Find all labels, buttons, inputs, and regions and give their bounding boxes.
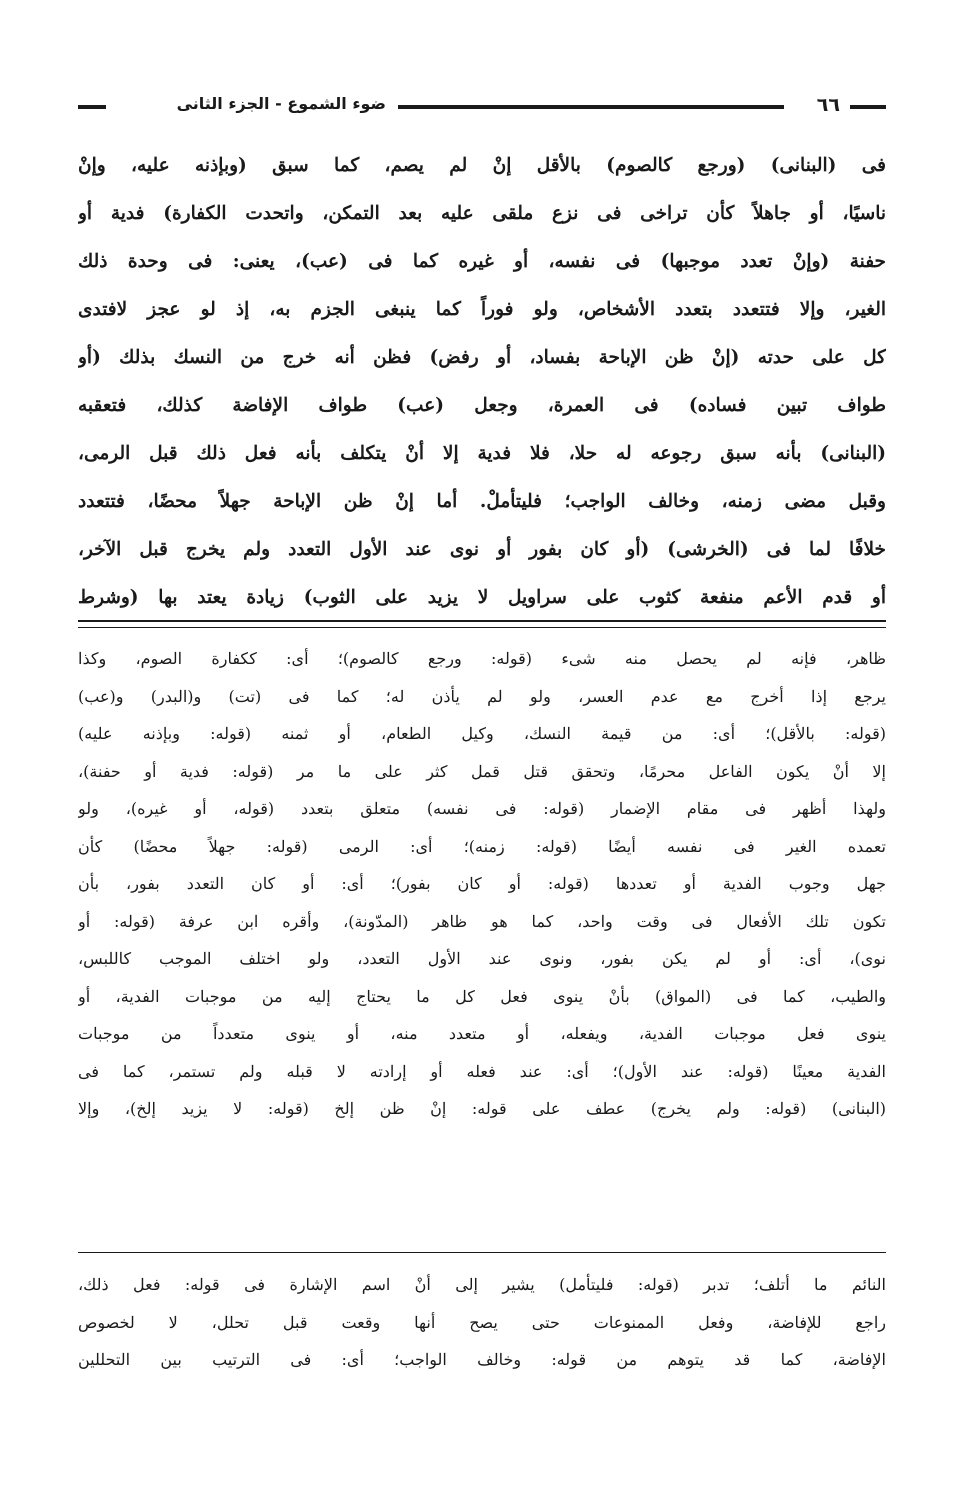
main-text-line: ناسيًا، أو جاهلاً كأن تراخى فى نزع ملقى عليه بعد التمكن، واتحدت الكفارة) فدية أو [78, 203, 886, 224]
main-text-line: الغير، وإلا فتتعدد بتعدد الأشخاص، ولو فوراً كما ينبغى الجزم به، إذ لو عجز لافتدى [78, 299, 886, 320]
main-text-line: خلافًا لما فى (الخرشى) (أو كان بفور أو نوى عند الأول التعدد ولم يخرج قبل الآخر، [78, 539, 886, 560]
book-page [78, 80, 886, 1440]
main-text-line: (البنانى) بأنه سبق رجوعه له حلا، فلا فدية إلا أنْ يتكلف بأنه فعل ذلك قبل الرمى، [78, 443, 886, 464]
footnote-text [78, 1266, 886, 1379]
commentary-text [78, 640, 886, 1128]
commentary-line: ولهذا أظهر فى مقام الإضمار (قوله: فى نفسه) متعلق بتعدد (قوله، أو غيره)، ولو [78, 799, 886, 818]
main-text [78, 142, 886, 622]
commentary-line: والطيب، كما فى (المواق) بأنْ ينوى فعل كل ما يحتاج إليه من موجبات الفدية، أو [78, 986, 886, 1006]
commentary-line: تكون تلك الأفعال فى وقت واحد، كما هو ظاهر (المدّونة)، وأقره ابن عرفة (قوله: أو [78, 911, 886, 931]
commentary-line: ينوى فعل موجبات الفدية، ويفعله، أو متعدد منه، أو ينوى متعدداً من موجبات [78, 1024, 886, 1043]
commentary-line: الفدية معينًا (قوله: عند الأول)؛ أى: عند فعله أو إرادته لا قبله ولم تستمر، كما فى [78, 1061, 886, 1081]
commentary-line: نوى)، أى: أو لم يكن بفور، ونوى عند الأول التعدد، ولو اختلف الموجب كاللبس، [78, 949, 886, 968]
main-text-line: وقبل مضى زمنه، وخالف الواجب؛ فليتأملْ. أما إنْ ظن الإباحة جهلاً محضًا، فتتعدد [78, 491, 886, 512]
main-text-line: كل على حدته (إنْ ظن الإباحة بفساد، أو رفض) فظن أنه خرج من النسك بذلك (أو [78, 347, 886, 368]
footnote-line: النائم ما أتلف؛ تدبر (قوله: فليتأمل) يشير إلى أنْ اسم الإشارة فى قوله: فعل ذلك، [78, 1275, 886, 1294]
section-divider-single [78, 1252, 886, 1253]
main-text-line: حفنة (وإنْ تعدد موجبها) فى نفسه، أو غيره كما فى (عب)، يعنى: فى وحدة ذلك [78, 251, 886, 272]
footnote-line: راجع للإفاضة، وفعل الممنوعات حتى يصح أنها وقعت قبل تحلل، لا لخصوص [78, 1312, 886, 1332]
commentary-line: جهل وجوب الفدية أو تعددها (قوله: أو كان بفور)؛ أى: أو كان التعدد بفور، بأن [78, 874, 886, 893]
book-title: ضوء الشموع - الجزء الثانى [176, 94, 386, 113]
commentary-line: تعمده الغير فى نفسه أيضًا (قوله: زمنه)؛ أى: الرمى (قوله: جهلاً محضًا) كأن [78, 836, 886, 856]
commentary-line: يرجع إذا أخرج مع عدم العسر، ولو لم يأذن له؛ كما فى (تت) و(البدر) و(عب) [78, 686, 886, 706]
header-rule [398, 105, 784, 109]
main-text-line: فى (البنانى) (ورجع كالصوم) بالأقل إنْ لم يصم، كما سبق (وبإذنه عليه، وإنْ [78, 155, 886, 176]
section-divider-double [78, 620, 886, 628]
commentary-line: ظاهر، فإنه لم يحصل منه شىء (قوله: ورجع كالصوم)؛ أى: ككفارة الصوم، وكذا [78, 649, 886, 668]
commentary-line: إلا أنْ يكون الفاعل محرمًا، وتحقق قتل قمل كثر على ما مر (قوله: فدية أو حفنة)، [78, 761, 886, 781]
main-text-line: طواف تبين فساده) فى العمرة، وجعل (عب) طواف الإفاضة كذلك، فتعقبه [78, 395, 886, 416]
page-number: ٦٦ [816, 94, 840, 116]
page-header [78, 94, 886, 122]
commentary-line: (قوله: بالأقل)؛ أى: من قيمة النسك، وكيل الطعام، أو ثمنه (قوله: وبإذنه عليه) [78, 724, 886, 743]
main-text-line: أو قدم الأعم منفعة كثوب على سراويل لا يزيد على الثوب) زيادة يعتد بها (وشرط [78, 587, 886, 608]
header-dash-right [850, 105, 886, 109]
header-dash-left [78, 105, 106, 109]
footnote-line: الإفاضة، كما قد يتوهم من قوله: وخالف الواجب؛ أى: فى الترتيب بين التحللين [78, 1350, 886, 1369]
commentary-line: (البنانى) (قوله: ولم يخرج) عطف على قوله: إنْ ظن إلخ (قوله: لا يزيد إلخ)، وإلا [78, 1099, 886, 1118]
